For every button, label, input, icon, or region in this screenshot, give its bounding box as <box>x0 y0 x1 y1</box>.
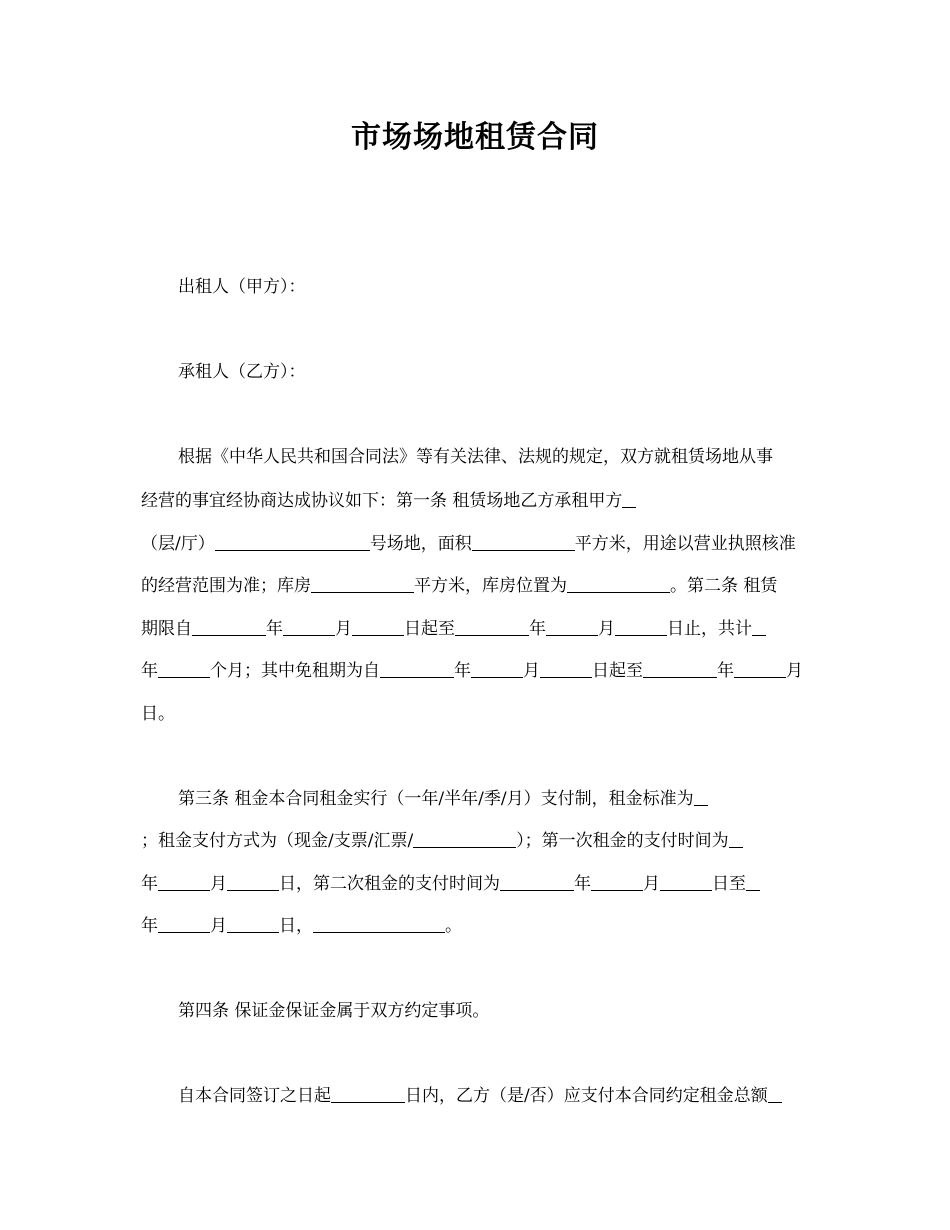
text: 月 <box>210 874 227 894</box>
text: 期限自 <box>141 619 192 639</box>
party-b-line <box>178 361 306 383</box>
text: 年 <box>529 619 546 639</box>
text: 第四条 保证金保证金属于双方约定事项。 <box>178 1001 490 1021</box>
text: 日起至 <box>592 661 643 681</box>
fill-blank <box>158 916 210 933</box>
text: 个月；其中免租期为自 <box>210 661 380 681</box>
paragraph-line <box>141 915 462 937</box>
fill-blank <box>471 661 523 678</box>
paragraph-line <box>178 1085 782 1107</box>
text: 号场地，面积 <box>369 534 472 554</box>
paragraph-line <box>141 575 777 597</box>
text: ；租金支付方式为（现金/支票/汇票/ <box>141 831 414 851</box>
text: 第三条 租金本合同租金实行（一年/半年/季/月）支付制，租金标准为 <box>178 789 694 809</box>
fill-blank <box>192 619 266 636</box>
fill-blank <box>734 661 786 678</box>
text: 年 <box>717 661 734 681</box>
party-a-label: 出租人（甲方）： <box>178 277 306 297</box>
text: 日起至 <box>404 619 455 639</box>
fill-blank <box>622 491 636 508</box>
fill-blank <box>158 874 210 891</box>
fill-blank <box>768 1086 782 1103</box>
text: 年 <box>574 874 591 894</box>
fill-blank <box>591 874 643 891</box>
fill-blank <box>746 874 760 891</box>
text: 月 <box>786 661 803 681</box>
fill-blank <box>313 916 445 933</box>
text: 年 <box>141 661 158 681</box>
fill-blank <box>472 534 575 551</box>
text: 平方米，用途以营业执照核准 <box>574 534 796 554</box>
fill-blank <box>752 619 766 636</box>
text: 。 <box>445 916 462 936</box>
fill-blank <box>643 661 717 678</box>
text: ）；第一次租金的支付时间为 <box>516 831 729 851</box>
fill-blank <box>729 831 743 848</box>
fill-blank <box>227 874 279 891</box>
paragraph-line <box>141 830 743 852</box>
text: 年 <box>454 661 471 681</box>
text: 平方米，库房位置为 <box>414 576 567 596</box>
fill-blank <box>615 619 667 636</box>
text: 月 <box>335 619 352 639</box>
text: 年 <box>266 619 283 639</box>
text: 日至 <box>712 874 746 894</box>
fill-blank <box>413 831 516 848</box>
text: 日内，乙方（是/否）应支付本合同约定租金总额 <box>405 1086 768 1106</box>
fill-blank <box>215 534 370 551</box>
fill-blank <box>227 916 279 933</box>
paragraph-line <box>141 660 803 682</box>
paragraph-line <box>141 703 175 725</box>
text: 。第二条 租赁 <box>670 576 778 596</box>
fill-blank <box>694 789 708 806</box>
text: 月 <box>643 874 660 894</box>
text: 年 <box>141 916 158 936</box>
paragraph-line <box>178 788 708 810</box>
fill-blank <box>311 576 414 593</box>
fill-blank <box>283 619 335 636</box>
paragraph-line <box>141 490 636 512</box>
fill-blank <box>567 576 670 593</box>
fill-blank <box>660 874 712 891</box>
text: （层/厅） <box>141 534 215 554</box>
fill-blank <box>331 1086 405 1103</box>
text: 日， <box>279 916 313 936</box>
fill-blank <box>158 661 210 678</box>
text: 根据《中华人民共和国合同法》等有关法律、法规的规定，双方就租赁场地从事 <box>178 447 773 467</box>
text: 月 <box>210 916 227 936</box>
text: 月 <box>523 661 540 681</box>
fill-blank <box>352 619 404 636</box>
text: 经营的事宜经协商达成协议如下：第一条 租赁场地乙方承租甲方 <box>141 491 623 511</box>
fill-blank <box>546 619 598 636</box>
document-title: 市场场地租赁合同 <box>351 120 599 155</box>
paragraph-line <box>141 533 796 555</box>
text: 月 <box>598 619 615 639</box>
fill-blank <box>540 661 592 678</box>
text: 日止，共计 <box>667 619 752 639</box>
fill-blank <box>380 661 454 678</box>
paragraph-line <box>141 618 766 640</box>
fill-blank <box>500 874 574 891</box>
party-b-label: 承租人（乙方）： <box>178 362 306 382</box>
paragraph-line <box>178 1000 489 1022</box>
text: 日，第二次租金的支付时间为 <box>279 874 500 894</box>
text: 的经营范围为准；库房 <box>141 576 311 596</box>
party-a-line <box>178 276 306 298</box>
text: 年 <box>141 874 158 894</box>
text: 日。 <box>141 704 175 724</box>
text: 自本合同签订之日起 <box>178 1086 331 1106</box>
paragraph-line <box>141 873 760 895</box>
fill-blank <box>455 619 529 636</box>
paragraph-line <box>178 446 773 468</box>
